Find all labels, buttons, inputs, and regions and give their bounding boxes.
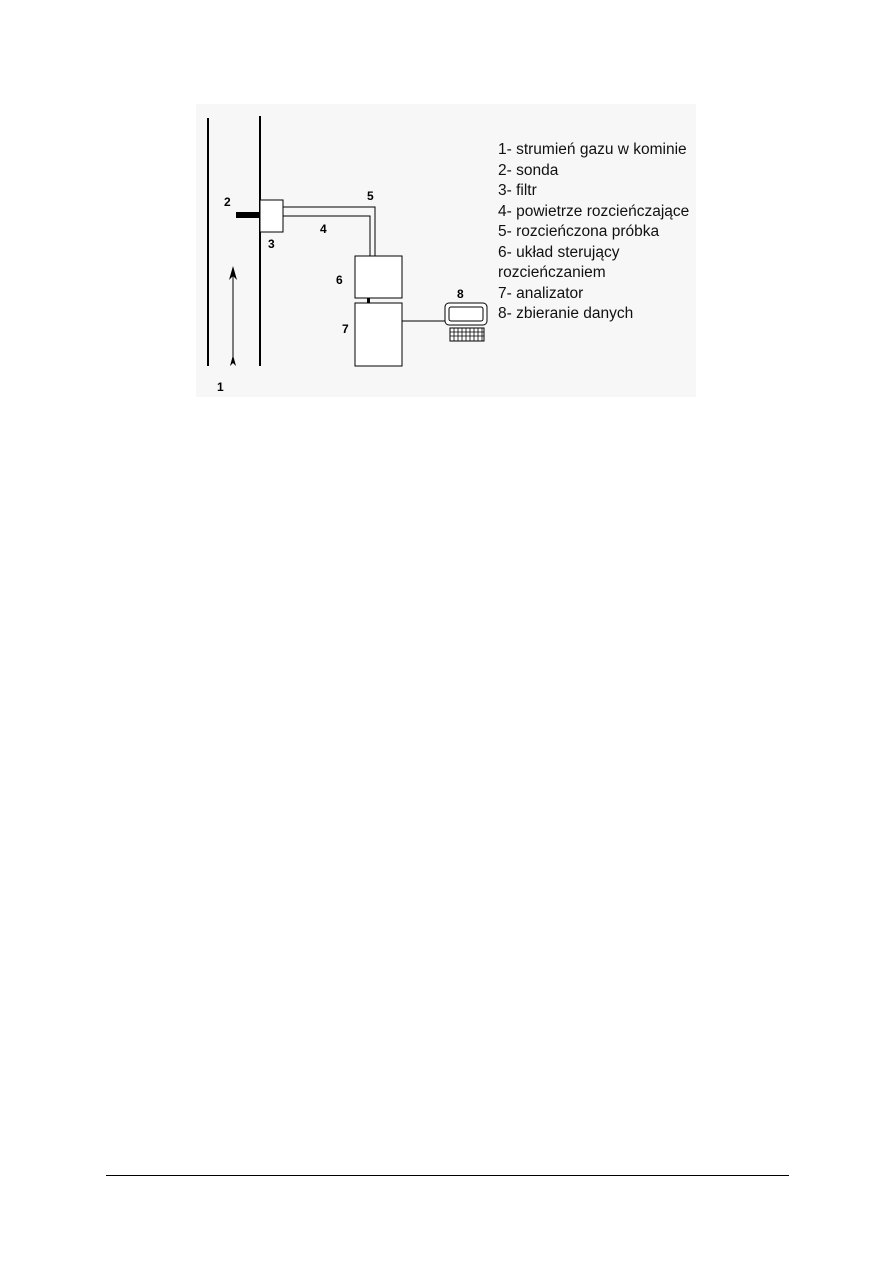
legend-item-8: 8- zbieranie danych bbox=[498, 305, 634, 322]
label-7: 7 bbox=[342, 322, 349, 336]
control-analyzer-connector bbox=[367, 298, 370, 303]
label-1: 1 bbox=[217, 380, 224, 394]
dilution-control-box bbox=[355, 256, 402, 298]
label-8: 8 bbox=[457, 287, 464, 301]
label-2: 2 bbox=[224, 195, 231, 209]
probe bbox=[236, 212, 260, 218]
label-4: 4 bbox=[320, 222, 327, 236]
legend-item-1: 1- strumień gazu w kominie bbox=[498, 141, 687, 158]
legend-item-6: 6- układ sterujący rozcieńczaniem bbox=[498, 243, 620, 281]
label-3: 3 bbox=[268, 237, 275, 251]
label-6: 6 bbox=[336, 273, 343, 287]
filter-box bbox=[260, 200, 283, 232]
legend-item-4: 4- powietrze rozcieńczające bbox=[498, 202, 690, 220]
legend-item-2: 2- sonda bbox=[498, 161, 559, 179]
label-5: 5 bbox=[367, 189, 374, 203]
analyzer-box bbox=[355, 303, 402, 366]
diluted-sample-line bbox=[283, 207, 375, 256]
legend-item-5: 5- rozcieńczona próbka bbox=[498, 223, 660, 240]
gas-flow-arrow bbox=[229, 266, 237, 366]
footer-rule bbox=[106, 1175, 789, 1176]
data-acquisition-device bbox=[445, 303, 487, 341]
legend-item-7: 7- analizator bbox=[498, 284, 584, 302]
diagram-legend bbox=[498, 140, 696, 325]
legend-item-3: 3- filtr bbox=[498, 182, 537, 199]
sampling-system-diagram bbox=[196, 104, 696, 397]
